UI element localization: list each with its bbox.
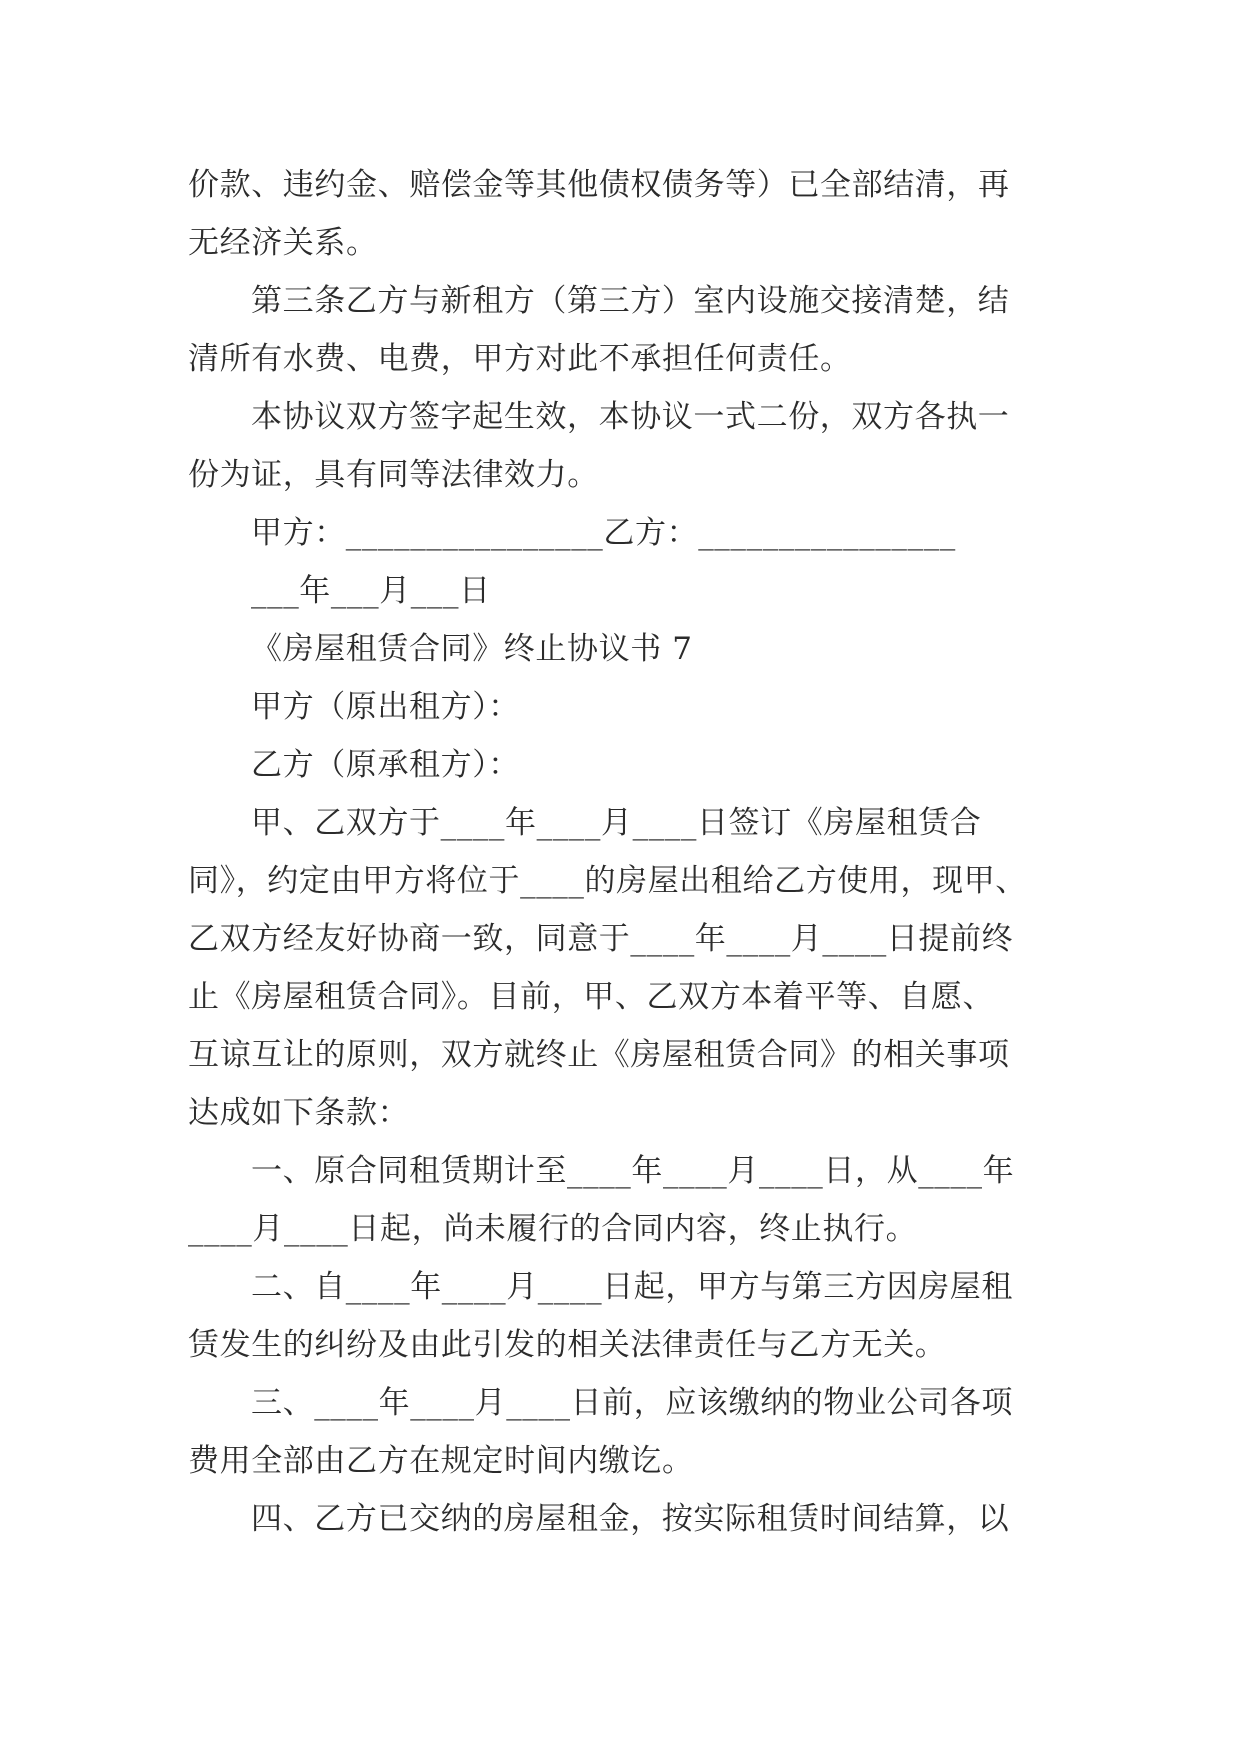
text-line: 本协议双方签字起生效，本协议一式二份，双方各执一	[251, 399, 1010, 435]
text-line: 甲、乙双方于____年____月____日签订《房屋租赁合	[251, 805, 982, 841]
text-line: ____月____日起，尚未履行的合同内容，终止执行。	[188, 1211, 918, 1247]
text-line: 四、乙方已交纳的房屋租金，按实际租赁时间结算，以	[251, 1501, 1010, 1537]
signature-line: 甲方：________________乙方：________________	[251, 515, 956, 551]
party-b-label: 乙方（原承租方）：	[251, 747, 520, 783]
text-line: 乙双方经友好协商一致，同意于____年____月____日提前终	[188, 921, 1014, 957]
text-line: 费用全部由乙方在规定时间内缴讫。	[188, 1443, 694, 1479]
text-line: 无经济关系。	[188, 225, 378, 261]
text-line: 二、自____年____月____日起，甲方与第三方因房屋租	[251, 1269, 1013, 1305]
party-a-label: 甲方（原出租方）：	[251, 689, 520, 725]
text-line: 同》，约定由甲方将位于____的房屋出租给乙方使用，现甲、	[188, 863, 1027, 899]
date-line: ___年___月___日	[251, 573, 491, 609]
text-line: 清所有水费、电费，甲方对此不承担任何责任。	[188, 341, 852, 377]
text-line: 互谅互让的原则，双方就终止《房屋租赁合同》的相关事项	[188, 1037, 1010, 1073]
text-line: 份为证，具有同等法律效力。	[188, 457, 599, 493]
text-line: 价款、违约金、赔偿金等其他债权债务等）已全部结清，再	[188, 167, 1010, 203]
text-line: 赁发生的纠纷及由此引发的相关法律责任与乙方无关。	[188, 1327, 947, 1363]
text-line: 达成如下条款：	[188, 1095, 410, 1131]
text-line: 三、____年____月____日前，应该缴纳的物业公司各项	[251, 1385, 1013, 1421]
text-line: 第三条乙方与新租方（第三方）室内设施交接清楚，结	[251, 283, 1010, 319]
section-title: 《房屋租赁合同》终止协议书 7	[251, 631, 693, 667]
text-line: 止《房屋租赁合同》。目前，甲、乙双方本着平等、自愿、	[188, 979, 995, 1015]
text-line: 一、原合同租赁期计至____年____月____日，从____年	[251, 1153, 1015, 1189]
